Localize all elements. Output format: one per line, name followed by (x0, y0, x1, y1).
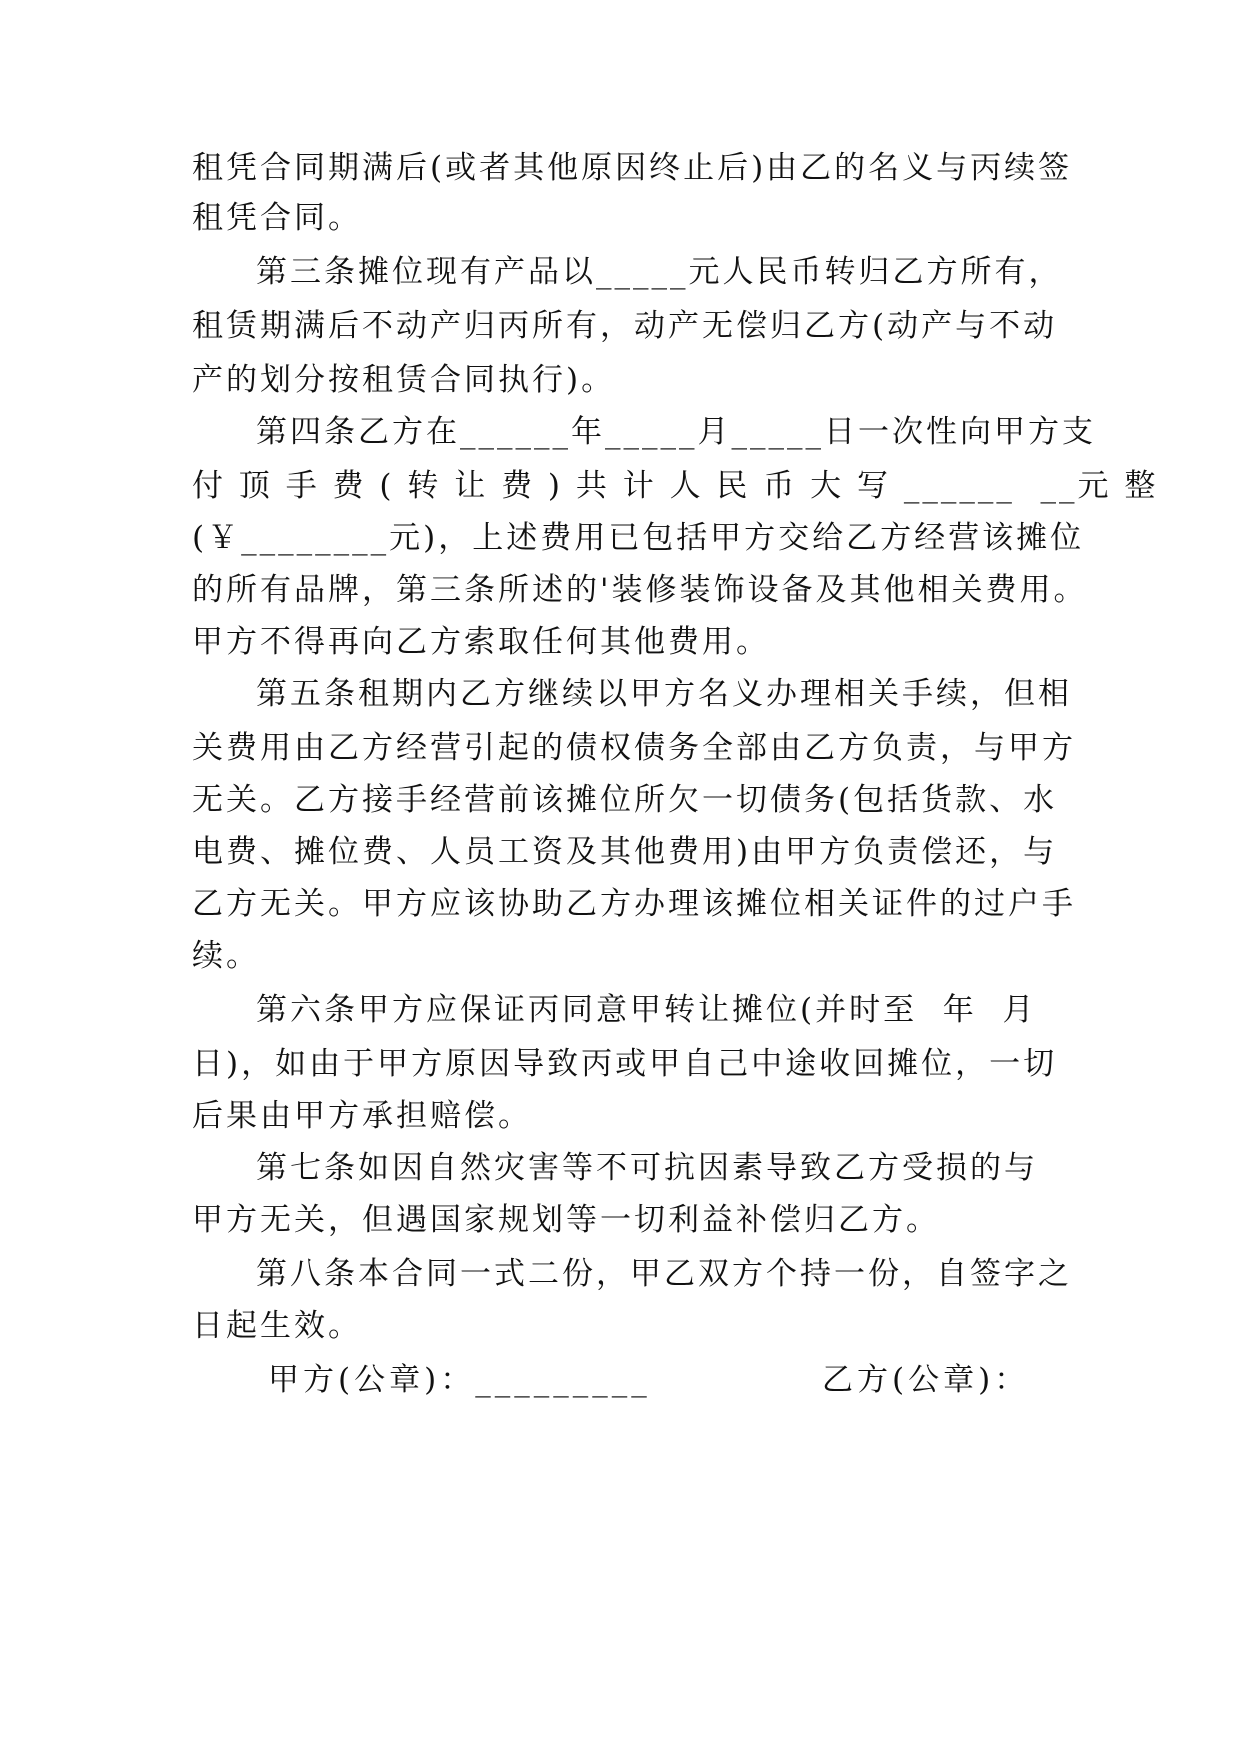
contract-line: 租凭合同。 (192, 200, 362, 236)
clause-5-line: 第五条租期内乙方继续以甲方名义办理相关手续，但相 (256, 676, 1072, 712)
contract-line: 甲方不得再向乙方索取任何其他费用。 (192, 624, 770, 660)
contract-line: 续。 (192, 938, 260, 974)
contract-line: (￥________元)，上述费用已包括甲方交给乙方经营该摊位 (192, 520, 1085, 556)
contract-line: 后果由甲方承担赔偿。 (192, 1098, 532, 1134)
contract-line: 乙方无关。甲方应该协助乙方办理该摊位相关证件的过户手 (192, 886, 1076, 922)
contract-line: 日起生效。 (192, 1308, 362, 1344)
contract-line: 甲方无关，但遇国家规划等一切利益补偿归乙方。 (192, 1202, 940, 1238)
contract-line: 关费用由乙方经营引起的债权债务全部由乙方负责，与甲方 (192, 730, 1076, 766)
contract-line: 租凭合同期满后(或者其他原因终止后)由乙的名义与丙续签 (192, 150, 1073, 186)
contract-line: 的所有品牌，第三条所述的'装修装饰设备及其他相关费用。 (192, 572, 1088, 608)
clause-6-line: 第六条甲方应保证丙同意甲转让摊位(并时至 年 月 (256, 992, 1037, 1028)
contract-line: 付 顶 手 费 ( 转 让 费 ) 共 计 人 民 币 大 写 ______ __元 整 (192, 468, 1159, 504)
clause-8-line: 第八条本合同一式二份，甲乙双方个持一份，自签字之 (256, 1256, 1072, 1292)
contract-line: 租赁期满后不动产归丙所有，动产无偿归乙方(动产与不动 (192, 308, 1058, 344)
contract-line: 无关。乙方接手经营前该摊位所欠一切债务(包括货款、水 (192, 782, 1058, 818)
clause-4-line: 第四条乙方在______年_____月_____日一次性向甲方支 (256, 414, 1096, 450)
clause-7-line: 第七条如因自然灾害等不可抗因素导致乙方受损的与 (256, 1150, 1038, 1186)
contract-line: 电费、摊位费、人员工资及其他费用)由甲方负责偿还，与 (192, 834, 1058, 870)
party-a-signature-line: 甲方(公章)：_________ (268, 1362, 651, 1398)
contract-line: 产的划分按租赁合同执行)。 (192, 362, 616, 398)
contract-line: 日)，如由于甲方原因导致丙或甲自己中途收回摊位，一切 (192, 1046, 1058, 1082)
party-b-signature-line: 乙方(公章)： (822, 1362, 1030, 1398)
clause-3-line: 第三条摊位现有产品以_____元人民币转归乙方所有， (256, 254, 1063, 290)
